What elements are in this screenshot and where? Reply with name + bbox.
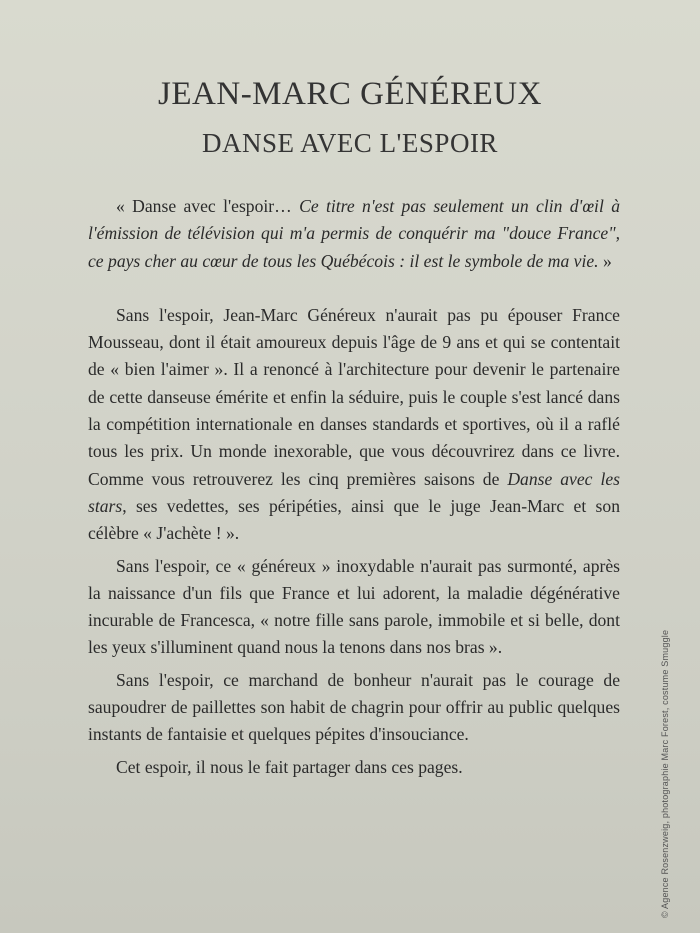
paragraph-1-part-a: Sans l'espoir, Jean-Marc Généreux n'aurait pas pu épouser France Mousseau, dont il était amoureux depuis l'âge de 9 ans et qui se contentait de « bien l'aimer ». Il a renoncé à l'architecture pour devenir le partenaire de cette danseuse émérite et enfin la séduire, puis le couple s'est lancé dans la compétition internationale en danses standards et sportives, où il a raflé tous les prix. Un monde inexorable, que vous découvrirez dans ce livre. Comme vous retrouverez les cinq premières saisons de [88, 304, 620, 489]
paragraph-2: Sans l'espoir, ce « généreux » inoxydable n'aurait pas surmonté, après la naissance d'un fils que France et lui adorent, la maladie dégénérative incurable de Francesca, « notre fille sans parole, immobile et si belle, dont les yeux s'illuminent quand nous la tenons dans nos bras ». [88, 555, 620, 658]
quote-open: « Danse avec l'espoir… [116, 196, 300, 216]
opening-quote [88, 193, 620, 275]
blurb-text [88, 193, 620, 781]
paragraph-1-part-c: , ses vedettes, ses péripéties, ainsi que le juge Jean-Marc et son célèbre « J'achète ! ». [88, 495, 620, 544]
paragraph-4: Cet espoir, il nous le fait partager dans ces pages. [116, 756, 463, 777]
quote-close: » [598, 250, 612, 271]
author-name: JEAN-MARC GÉNÉREUX [158, 76, 542, 112]
paragraph-1-show-title: Danse avec les stars [88, 468, 620, 516]
quote-italic: Ce titre n'est pas seulement un clin d'œil à l'émission de télévision qui m'a permis de conquérir ma "douce France", ce pays cher au cœur de tous les Québécois : il est le symbole de ma vie. [88, 196, 620, 271]
paragraph-3: Sans l'espoir, ce marchand de bonheur n'aurait pas le courage de saupoudrer de paillettes son habit de chagrin pour offrir au public quelques instants de fantaisie et quelques pépites d'insouciance. [88, 669, 620, 745]
photo-credit: © Agence Rosenzweig, photographie Marc Forest, costume Smuggle [660, 629, 670, 918]
book-title: DANSE AVEC L'ESPOIR [202, 128, 498, 158]
paragraph-1 [88, 302, 620, 548]
